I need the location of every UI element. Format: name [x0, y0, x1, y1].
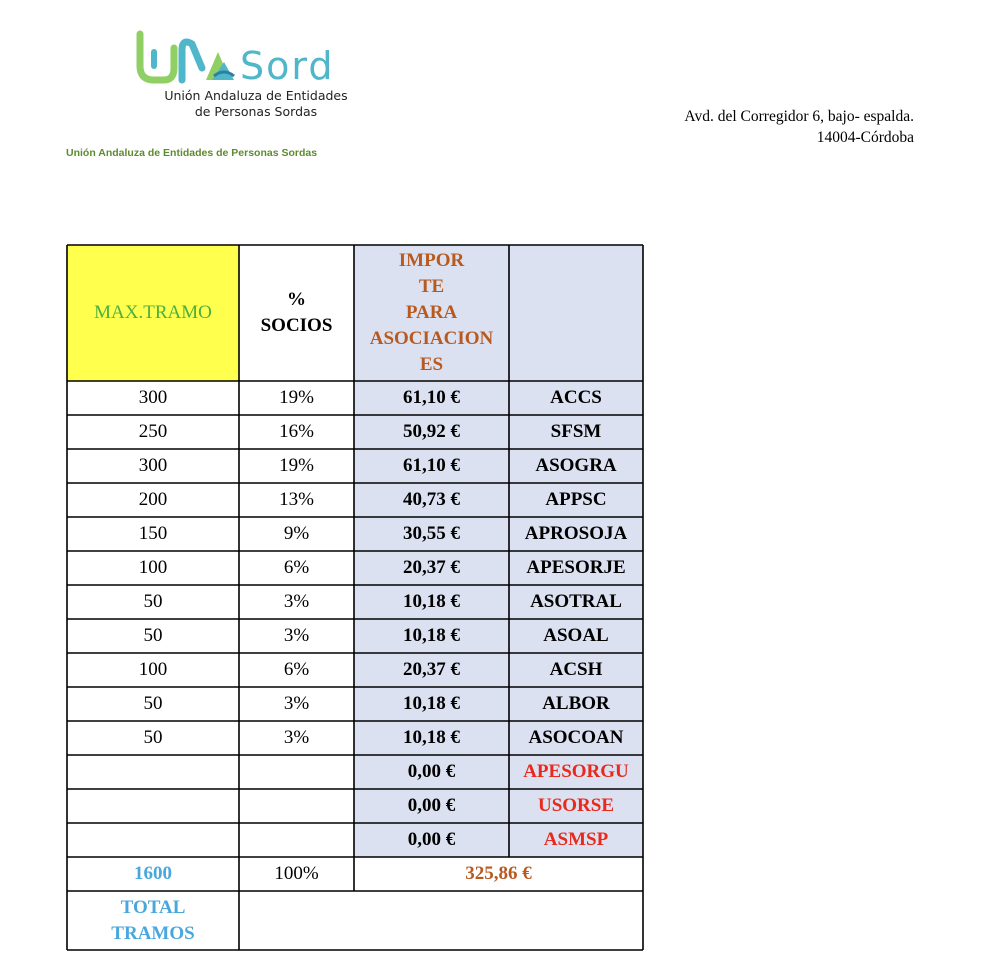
- asociacion-cell: APROSOJA: [524, 523, 628, 544]
- importe-cell: 20,37 €: [403, 557, 460, 578]
- importe-cell: 0,00 €: [407, 795, 456, 816]
- pct-cell: 19%: [279, 455, 314, 476]
- header-importe-line: ES: [419, 354, 444, 375]
- pct-cell: 3%: [283, 693, 310, 714]
- asociacion-cell: APESORJE: [526, 557, 626, 578]
- pct-cell: 13%: [279, 489, 314, 510]
- tramo-cell: [67, 823, 239, 857]
- importe-cell: 10,18 €: [403, 625, 460, 646]
- total-importe: 325,86 €: [465, 863, 532, 884]
- asociacion-cell: ASOTRAL: [530, 591, 622, 612]
- header-importe-line: ASOCIACION: [369, 328, 494, 349]
- asociacion-cell: ALBOR: [542, 693, 610, 714]
- pct-cell: 3%: [283, 727, 310, 748]
- header-pct-socios-line: SOCIOS: [260, 315, 333, 336]
- tramo-cell: 50: [143, 693, 163, 714]
- header-importe-line: PARA: [405, 302, 458, 323]
- tramo-cell: 50: [143, 727, 163, 748]
- pct-cell: [239, 755, 354, 789]
- header-importe-line: IMPOR: [398, 250, 465, 271]
- pct-cell: 9%: [283, 523, 310, 544]
- importe-cell: 0,00 €: [407, 761, 456, 782]
- header-importe-line: TE: [418, 276, 445, 297]
- asociacion-cell: ASOCOAN: [528, 727, 624, 748]
- total-tramos-label-line: TRAMOS: [111, 922, 195, 944]
- importe-cell: 61,10 €: [403, 387, 460, 408]
- pct-cell: 19%: [279, 387, 314, 408]
- header-pct-socios-line: %: [287, 289, 306, 310]
- asociacion-cell: ASOAL: [543, 625, 609, 646]
- importe-cell: 0,00 €: [407, 829, 456, 850]
- pct-cell: [239, 789, 354, 823]
- importe-cell: 40,73 €: [403, 489, 460, 510]
- tramo-cell: [67, 755, 239, 789]
- address-city: 14004-Córdoba: [816, 129, 914, 146]
- asociacion-cell: APESORGU: [523, 761, 629, 782]
- address-street: Avd. del Corregidor 6, bajo- espalda.: [684, 108, 914, 125]
- tramo-cell: 100: [138, 659, 168, 680]
- tramo-cell: 300: [138, 387, 168, 408]
- pct-cell: 16%: [279, 421, 314, 442]
- asociacion-cell: ACSH: [549, 659, 603, 680]
- tramo-cell: 100: [138, 557, 168, 578]
- total-tramo: 1600: [134, 863, 172, 884]
- asociacion-cell: USORSE: [537, 795, 615, 816]
- total-tramos-label-line: TOTAL: [120, 896, 186, 918]
- logo-tagline-line2: de Personas Sordas: [194, 104, 318, 119]
- pct-cell: 6%: [283, 557, 310, 578]
- importe-cell: 61,10 €: [403, 455, 460, 476]
- header-importe: [354, 245, 509, 381]
- tramo-cell: [67, 789, 239, 823]
- importe-cell: 10,18 €: [403, 693, 460, 714]
- pct-cell: 6%: [283, 659, 310, 680]
- logo-tagline-line1: Unión Andaluza de Entidades: [164, 88, 348, 103]
- asociacion-cell: ASMSP: [543, 829, 609, 850]
- tramo-cell: 50: [143, 591, 163, 612]
- tramo-cell: 300: [138, 455, 168, 476]
- tramo-cell: 200: [138, 489, 168, 510]
- pct-cell: 3%: [283, 591, 310, 612]
- importe-cell: 10,18 €: [403, 727, 460, 748]
- header-max-tramo: MAX.TRAMO: [94, 302, 212, 323]
- tramo-cell: 50: [143, 625, 163, 646]
- importe-cell: 20,37 €: [403, 659, 460, 680]
- tramo-cell: 150: [138, 523, 168, 544]
- pct-cell: [239, 823, 354, 857]
- tramo-cell: 250: [138, 421, 168, 442]
- total-pct: 100%: [274, 863, 319, 884]
- importe-cell: 50,92 €: [403, 421, 460, 442]
- importe-cell: 30,55 €: [403, 523, 460, 544]
- organization-name: Unión Andaluza de Entidades de Personas Sordas: [66, 147, 318, 159]
- logo-wordmark: Sord: [240, 44, 335, 88]
- asociacion-cell: ACCS: [550, 387, 602, 408]
- total-tramos-label: [67, 891, 239, 950]
- asociacion-cell: APPSC: [545, 489, 607, 510]
- header-pct-socios: [239, 245, 354, 381]
- asociacion-cell: ASOGRA: [535, 455, 617, 476]
- pct-cell: 3%: [283, 625, 310, 646]
- importe-cell: 10,18 €: [403, 591, 460, 612]
- asociacion-cell: SFSM: [550, 421, 602, 442]
